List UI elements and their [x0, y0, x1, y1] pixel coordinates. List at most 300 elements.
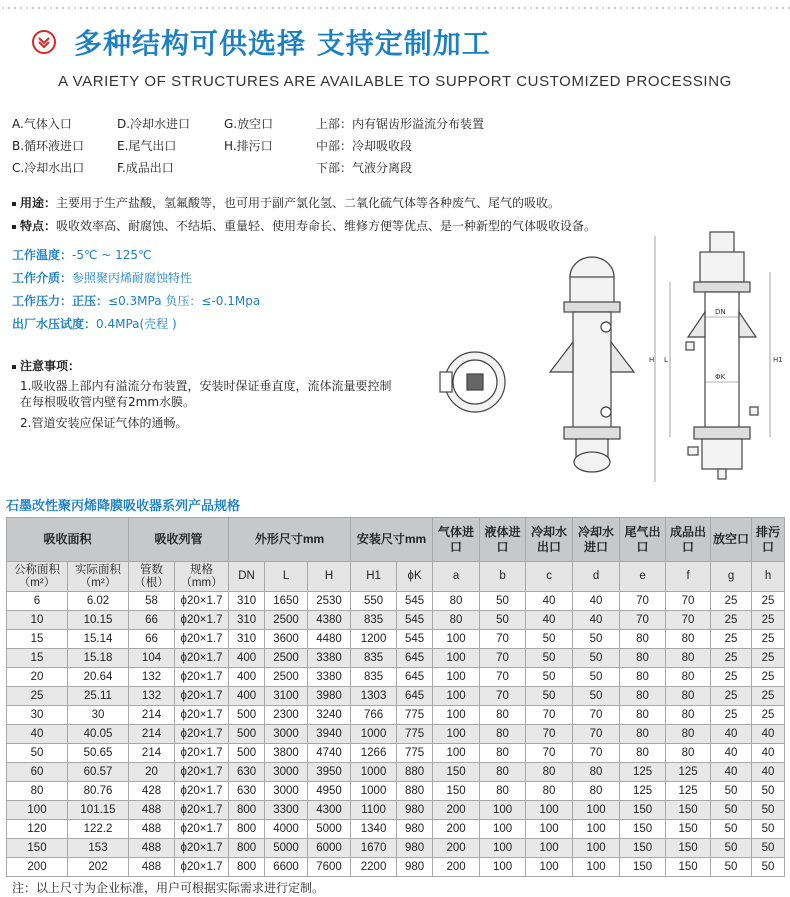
table-cell: 80	[7, 782, 68, 801]
table-cell: 50	[573, 649, 620, 668]
table-cell: 50	[711, 839, 752, 858]
port-item: E.尾气出口	[117, 139, 177, 153]
spec-table	[6, 517, 785, 877]
table-cell: 310	[229, 592, 265, 611]
table-cell: 100	[573, 801, 620, 820]
table-cell: 80	[666, 744, 711, 763]
table-cell: 70	[526, 725, 573, 744]
table-cell: 880	[397, 782, 433, 801]
subheader-cell: DN	[229, 562, 265, 592]
subheader-cell: b	[480, 562, 526, 592]
note-item: 2.管道安装应保证气体的通畅。	[20, 416, 188, 430]
usage-text: 主要用于生产盐酸，氢氟酸等，也可用于副产氯化氢、二氧化硫气体等各种废气、尾气的吸收。	[56, 196, 561, 210]
table-cell: 80	[666, 687, 711, 706]
absorber-technical-drawing	[430, 222, 785, 497]
table-cell: 25	[752, 592, 785, 611]
table-cell: 2500	[265, 649, 308, 668]
subheader-cell: d	[573, 562, 620, 592]
port-item: D.冷却水进口	[117, 117, 191, 131]
table-cell: 202	[68, 858, 129, 877]
header-cell: 气体进口	[433, 518, 480, 562]
header-cell: 尾气出口	[620, 518, 666, 562]
table-cell: 980	[397, 820, 433, 839]
table-cell: 150	[433, 763, 480, 782]
table-cell: 150	[620, 839, 666, 858]
table-cell: 488	[129, 839, 175, 858]
bullet-square-icon	[12, 202, 16, 206]
table-cell: 80	[526, 763, 573, 782]
table-row	[7, 801, 785, 820]
table-cell: 100	[480, 858, 526, 877]
table-cell: 400	[229, 687, 265, 706]
subheader-cell: c	[526, 562, 573, 592]
table-cell: 3000	[265, 763, 308, 782]
table-cell: 2530	[308, 592, 351, 611]
table-cell: 70	[666, 592, 711, 611]
table-cell: 80	[480, 744, 526, 763]
table-cell: 15.14	[68, 630, 129, 649]
table-cell: 20	[7, 668, 68, 687]
table-cell: 488	[129, 801, 175, 820]
table-cell: 880	[397, 763, 433, 782]
table-cell: 122.2	[68, 820, 129, 839]
table-cell: 80	[620, 725, 666, 744]
subheader-cell: 规格（mm）	[175, 562, 229, 592]
header-cell: 冷却水出口	[526, 518, 573, 562]
table-cell: 25	[752, 630, 785, 649]
page-subtitle: A VARIETY OF STRUCTURES ARE AVAILABLE TO SUPPORT CUSTOMIZED PROCESSING	[58, 73, 732, 90]
table-cell: 1000	[351, 782, 397, 801]
table-cell: 80	[666, 706, 711, 725]
table-cell: 4950	[308, 782, 351, 801]
subheader-cell: e	[620, 562, 666, 592]
table-cell: 500	[229, 744, 265, 763]
table-cell: 80	[433, 592, 480, 611]
table-cell: 25	[7, 687, 68, 706]
table-cell: 70	[480, 687, 526, 706]
table-cell: 310	[229, 611, 265, 630]
header-cell: 排污口	[752, 518, 785, 562]
table-cell: 1200	[351, 630, 397, 649]
table-cell: 70	[480, 668, 526, 687]
table-row	[7, 687, 785, 706]
header-cell: 冷却水进口	[573, 518, 620, 562]
table-cell: 40	[752, 725, 785, 744]
table-cell: 25	[752, 649, 785, 668]
table-cell: 645	[397, 668, 433, 687]
table-cell: 25.11	[68, 687, 129, 706]
table-cell: ϕ20×1.7	[175, 630, 229, 649]
table-cell: 766	[351, 706, 397, 725]
table-cell: 100	[573, 858, 620, 877]
table-cell: 488	[129, 820, 175, 839]
table-cell: 835	[351, 611, 397, 630]
table-cell: 15	[7, 630, 68, 649]
table-cell: 200	[433, 858, 480, 877]
table-cell: 153	[68, 839, 129, 858]
table-cell: 545	[397, 611, 433, 630]
table-cell: 20.64	[68, 668, 129, 687]
table-cell: 80	[620, 706, 666, 725]
table-cell: ϕ20×1.7	[175, 592, 229, 611]
table-cell: ϕ20×1.7	[175, 725, 229, 744]
table-cell: ϕ20×1.7	[175, 744, 229, 763]
table-cell: 50	[711, 801, 752, 820]
table-cell: 6000	[308, 839, 351, 858]
subheader-cell: ϕK	[397, 562, 433, 592]
table-cell: 214	[129, 744, 175, 763]
table-row	[7, 820, 785, 839]
table-cell: ϕ20×1.7	[175, 668, 229, 687]
footnote: 注：以上尺寸为企业标准，用户可根据实际需求进行定制。	[12, 881, 325, 895]
port-item: F.成品出口	[117, 161, 174, 175]
table-cell: 70	[480, 630, 526, 649]
table-cell: 50	[480, 611, 526, 630]
table-cell: 25	[752, 668, 785, 687]
port-item	[224, 157, 316, 179]
table-cell: 40	[7, 725, 68, 744]
table-cell: 80	[620, 668, 666, 687]
table-cell: 66	[129, 611, 175, 630]
table-cell: 800	[229, 858, 265, 877]
table-row	[7, 649, 785, 668]
table-cell: 40	[711, 744, 752, 763]
table-cell: 1340	[351, 820, 397, 839]
param-label: 出厂水压试度：	[12, 317, 97, 331]
table-cell: 4480	[308, 630, 351, 649]
port-legend-row	[12, 157, 484, 179]
table-cell: 10.15	[68, 611, 129, 630]
table-cell: 980	[397, 839, 433, 858]
table-cell: 400	[229, 668, 265, 687]
table-cell: 125	[666, 782, 711, 801]
table-cell: 150	[666, 801, 711, 820]
header-cell: 外形尺寸mm	[229, 518, 351, 562]
table-cell: 25	[752, 611, 785, 630]
table-cell: 50	[752, 839, 785, 858]
table-cell: 40	[752, 744, 785, 763]
table-cell: 3380	[308, 668, 351, 687]
table-cell: 800	[229, 801, 265, 820]
table-cell: 25	[711, 649, 752, 668]
table-cell: 104	[129, 649, 175, 668]
table-cell: 980	[397, 801, 433, 820]
port-legend	[12, 113, 484, 179]
table-cell: 70	[573, 725, 620, 744]
table-cell: 80	[526, 782, 573, 801]
table-cell: 25	[711, 706, 752, 725]
table-cell: 80	[573, 763, 620, 782]
subheader-cell: 管数（根）	[129, 562, 175, 592]
table-cell: 100	[573, 839, 620, 858]
table-cell: 70	[620, 592, 666, 611]
table-cell: 40.05	[68, 725, 129, 744]
table-cell: 6	[7, 592, 68, 611]
header-cell: 吸收面积	[7, 518, 129, 562]
table-cell: 132	[129, 668, 175, 687]
table-cell: 150	[666, 858, 711, 877]
table-cell: 80	[573, 782, 620, 801]
table-row	[7, 706, 785, 725]
table-cell: 545	[397, 592, 433, 611]
table-row	[7, 858, 785, 877]
title-row	[32, 22, 491, 62]
table-cell: 80	[666, 725, 711, 744]
table-cell: 3300	[265, 801, 308, 820]
param-value: 0.4MPa(壳程 )	[96, 317, 177, 331]
table-cell: 150	[620, 820, 666, 839]
table-cell: 50	[573, 668, 620, 687]
table-cell: 50	[526, 649, 573, 668]
param-pressure	[12, 290, 260, 313]
notes-title	[12, 357, 80, 374]
table-cell: 80	[620, 649, 666, 668]
table-cell: 100	[433, 706, 480, 725]
table-cell: 50	[711, 820, 752, 839]
table-cell: 3000	[265, 782, 308, 801]
table-cell: 310	[229, 630, 265, 649]
section-item: 上部：内有锯齿形溢流分布装置	[316, 117, 485, 131]
table-cell: 100	[433, 687, 480, 706]
table-cell: 50	[526, 668, 573, 687]
param-value: -5℃ ~ 125℃	[72, 248, 152, 262]
table-cell: 60.57	[68, 763, 129, 782]
table-cell: ϕ20×1.7	[175, 801, 229, 820]
header-cell: 放空口	[711, 518, 752, 562]
table-cell: 100	[573, 820, 620, 839]
table-cell: 200	[7, 858, 68, 877]
table-cell: 100	[526, 820, 573, 839]
table-cell: 60	[7, 763, 68, 782]
table-cell: 4300	[308, 801, 351, 820]
table-cell: 100	[526, 858, 573, 877]
subheader-cell: H	[308, 562, 351, 592]
table-cell: 100	[480, 820, 526, 839]
table-cell: 3800	[265, 744, 308, 763]
table-cell: 132	[129, 687, 175, 706]
table-cell: 125	[620, 763, 666, 782]
table-cell: 2500	[265, 611, 308, 630]
table-cell: 775	[397, 706, 433, 725]
h-label: H	[649, 356, 655, 364]
table-cell: 101.15	[68, 801, 129, 820]
table-cell: 50	[526, 687, 573, 706]
table-cell: 150	[433, 782, 480, 801]
port-item: B.循环液进口	[12, 139, 85, 153]
table-row	[7, 630, 785, 649]
table-row	[7, 744, 785, 763]
table-cell: 25	[711, 592, 752, 611]
table-cell: 70	[620, 611, 666, 630]
header-cell: 成品出口	[666, 518, 711, 562]
port-item: G.放空口	[224, 117, 274, 131]
table-cell: 6600	[265, 858, 308, 877]
table-cell: 6.02	[68, 592, 129, 611]
table-cell: 50	[573, 630, 620, 649]
table-cell: 5000	[308, 820, 351, 839]
table-cell: 2200	[351, 858, 397, 877]
table-cell: 50	[480, 592, 526, 611]
table-cell: 40	[752, 763, 785, 782]
table-cell: 50	[711, 782, 752, 801]
table-cell: 40	[711, 725, 752, 744]
table-body	[7, 592, 785, 877]
table-cell: 200	[433, 820, 480, 839]
table-cell: 40	[526, 592, 573, 611]
table-cell: 40	[711, 763, 752, 782]
dn-label: DN	[715, 308, 726, 316]
table-cell: 775	[397, 744, 433, 763]
table-cell: 100	[433, 668, 480, 687]
chevron-down-icon	[32, 30, 56, 54]
table-cell: 3100	[265, 687, 308, 706]
table-cell: 70	[666, 611, 711, 630]
table-cell: 1266	[351, 744, 397, 763]
table-cell: 200	[433, 801, 480, 820]
table-cell: 30	[7, 706, 68, 725]
table-cell: 10	[7, 611, 68, 630]
table-cell: ϕ20×1.7	[175, 706, 229, 725]
top-dotted-border	[0, 6, 790, 10]
table-cell: 40	[526, 611, 573, 630]
top-view-flange-icon	[440, 352, 505, 412]
table-cell: 800	[229, 839, 265, 858]
header-cell: 吸收列管	[129, 518, 229, 562]
table-cell: 3240	[308, 706, 351, 725]
param-label: 工作介质：	[12, 271, 73, 285]
table-cell: 150	[7, 839, 68, 858]
table-cell: 80	[620, 687, 666, 706]
table-cell: 120	[7, 820, 68, 839]
table-cell: 2500	[265, 668, 308, 687]
table-cell: 150	[620, 801, 666, 820]
table-cell: 100	[7, 801, 68, 820]
table-cell: 30	[68, 706, 129, 725]
table-cell: ϕ20×1.7	[175, 820, 229, 839]
port-legend-row	[12, 113, 484, 135]
table-cell: 488	[129, 858, 175, 877]
table-row	[7, 839, 785, 858]
table-cell: 100	[433, 725, 480, 744]
table-cell: 3000	[265, 725, 308, 744]
table-cell: 50	[7, 744, 68, 763]
subheader-cell: a	[433, 562, 480, 592]
table-cell: 3940	[308, 725, 351, 744]
table-cell: 50	[752, 820, 785, 839]
table-cell: 214	[129, 725, 175, 744]
table-cell: 1100	[351, 801, 397, 820]
table-cell: 70	[573, 706, 620, 725]
table-cell: 80	[480, 706, 526, 725]
table-cell: 214	[129, 706, 175, 725]
table-cell: 100	[433, 630, 480, 649]
param-value: ≤0.3MPa 负压：≤-0.1Mpa	[108, 294, 261, 308]
port-item: H.排污口	[224, 139, 273, 153]
table-cell: 3600	[265, 630, 308, 649]
table-cell: 100	[480, 839, 526, 858]
table-cell: 25	[711, 687, 752, 706]
table-cell: 25	[752, 706, 785, 725]
table-cell: ϕ20×1.7	[175, 858, 229, 877]
table-cell: 5000	[265, 839, 308, 858]
table-cell: 70	[573, 744, 620, 763]
table-cell: 50	[526, 630, 573, 649]
table-cell: 100	[433, 649, 480, 668]
table-row	[7, 592, 785, 611]
subheader-cell: f	[666, 562, 711, 592]
table-row	[7, 782, 785, 801]
table-row	[7, 725, 785, 744]
table-cell: 775	[397, 725, 433, 744]
header-cell: 液体进口	[480, 518, 526, 562]
table-cell: ϕ20×1.7	[175, 763, 229, 782]
subheader-cell: H1	[351, 562, 397, 592]
subheader-cell: 公称面积（m²）	[7, 562, 68, 592]
table-cell: 70	[480, 649, 526, 668]
table-cell: 80	[480, 763, 526, 782]
table-cell: 25	[711, 611, 752, 630]
table-cell: 400	[229, 649, 265, 668]
table-cell: 7600	[308, 858, 351, 877]
table-cell: ϕ20×1.7	[175, 782, 229, 801]
table-cell: 1303	[351, 687, 397, 706]
l-label: L	[664, 356, 668, 364]
table-cell: 3380	[308, 649, 351, 668]
table-cell: 100	[526, 801, 573, 820]
table-cell: 630	[229, 782, 265, 801]
table-cell: 1000	[351, 763, 397, 782]
notes-title-text: 注意事项：	[20, 359, 81, 373]
feature-text: 吸收效率高、耐腐蚀、不结垢、重量轻、使用寿命长、维修方便等优点、是一种新型的气体吸收设备。	[56, 219, 597, 233]
table-row	[7, 668, 785, 687]
bullet-square-icon	[12, 225, 16, 229]
table-cell: 40	[573, 611, 620, 630]
table-cell: 1670	[351, 839, 397, 858]
usage-label: 用途：	[20, 196, 57, 210]
table-cell: 980	[397, 858, 433, 877]
table-cell: 1000	[351, 725, 397, 744]
table-cell: 4740	[308, 744, 351, 763]
operating-parameters	[12, 244, 260, 336]
section-item: 中部：冷却吸收段	[316, 139, 413, 153]
subheader-cell: L	[265, 562, 308, 592]
table-cell: 2300	[265, 706, 308, 725]
table-cell: 80	[480, 782, 526, 801]
port-item: A.气体入口	[12, 117, 72, 131]
table-cell: 25	[752, 687, 785, 706]
table-cell: 66	[129, 630, 175, 649]
table-cell: 80	[666, 649, 711, 668]
table-cell: 630	[229, 763, 265, 782]
table-row	[7, 611, 785, 630]
table-cell: 835	[351, 668, 397, 687]
table-cell: 645	[397, 649, 433, 668]
table-cell: 100	[433, 744, 480, 763]
table-cell: 80	[620, 630, 666, 649]
usage-line	[12, 192, 596, 215]
table-cell: 500	[229, 725, 265, 744]
table-row	[7, 763, 785, 782]
param-test-pressure	[12, 313, 260, 336]
table-cell: 40	[573, 592, 620, 611]
param-label: 工作温度：	[12, 248, 73, 262]
table-cell: ϕ20×1.7	[175, 687, 229, 706]
table-cell: 20	[129, 763, 175, 782]
table-cell: 1650	[265, 592, 308, 611]
bullet-square-icon	[12, 365, 16, 369]
table-cell: 125	[666, 763, 711, 782]
table-cell: 50	[573, 687, 620, 706]
